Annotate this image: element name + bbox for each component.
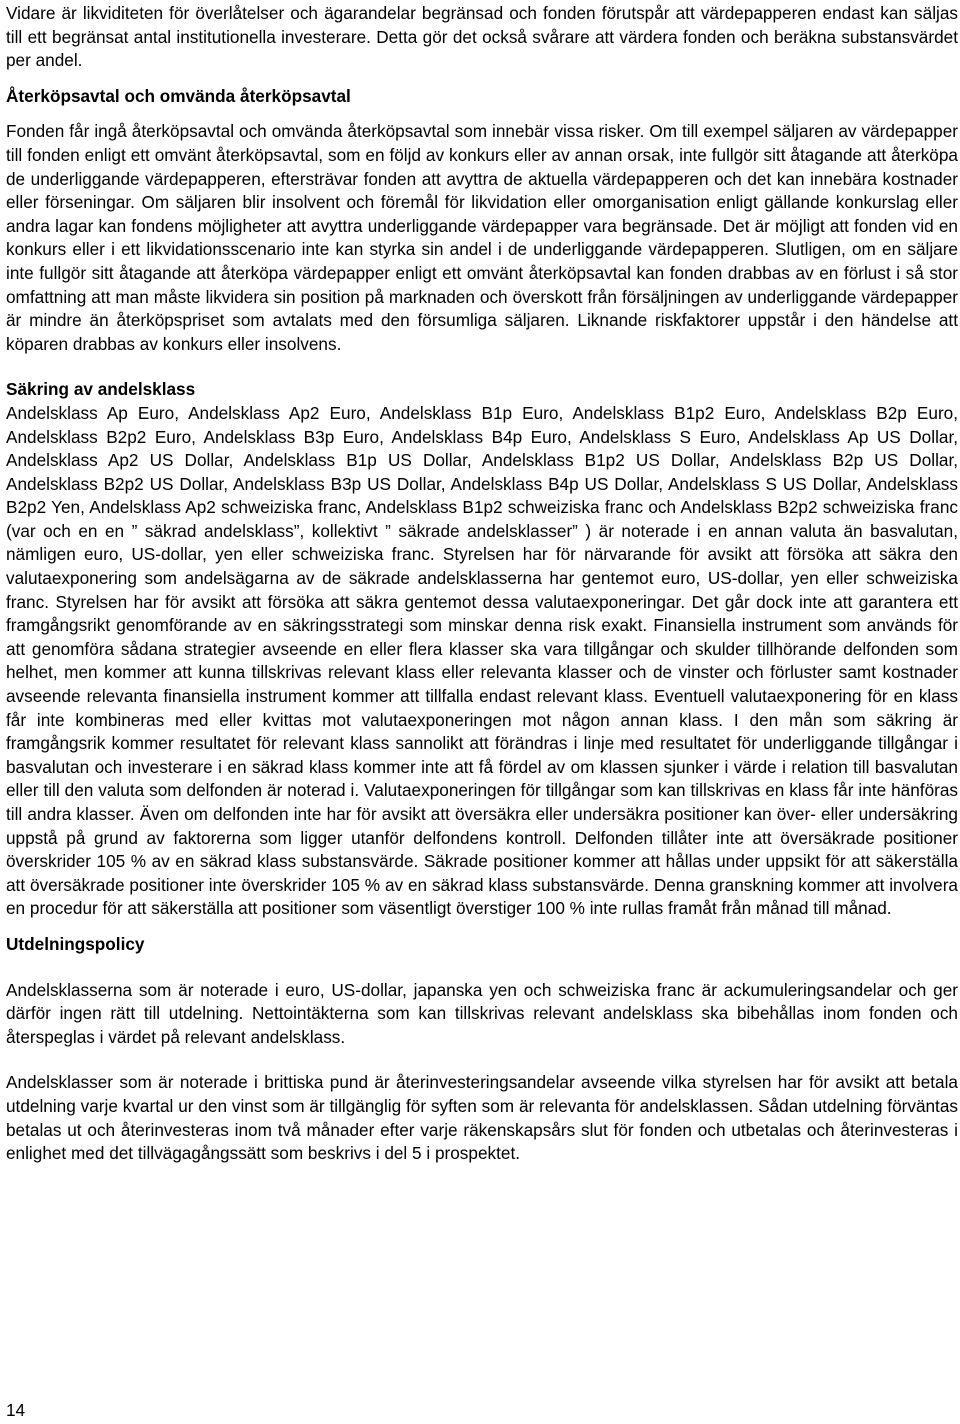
section-heading-repurchase-agreements: Återköpsavtal och omvända återköpsavtal: [6, 85, 351, 106]
intro-paragraph: Vidare är likviditeten för överlåtelser och ägarandelar begränsad och fonden förutspår att värdepapperen endast kan säljas till ett begränsat antal institutionella investerare. Detta gör det också svårare att värdera fonden och beräkna substansvärdet per andel.: [6, 3, 958, 71]
page-number: 14: [6, 1400, 26, 1420]
document-page: [6, 2, 958, 1166]
section-heading-distribution-policy: Utdelningspolicy: [6, 933, 145, 954]
distribution-policy-paragraph-2: Andelsklasser som är noterade i brittiska pund är återinvesteringsandelar avseende vilka styrelsen har för avsikt att betala utdelning varje kvartal ur den vinst som är tillgänglig för syften som är relevanta för andelsklassen. Sådan utdelning förväntas betalas ut och återinvesteras inom två månader efter varje räkenskapsårs slut för fonden och utbetalas och återinvesteras i enlighet med det tillvägagångssätt som beskrivs i del 5 i prospektet.: [6, 1072, 958, 1164]
share-class-hedging-paragraph: Andelsklass Ap Euro, Andelsklass Ap2 Euro, Andelsklass B1p Euro, Andelsklass B1p2 Euro, Andelsklass B2p Euro, Andelsklass B2p2 Euro, Andelsklass B3p Euro, Andelsklass B4p Euro, Andelsklass S Euro, Andelsklass Ap US Dollar, Andelsklass Ap2 US Dollar, Andelsklass B1p US Dollar, Andelsklass B1p2 US Dollar, Andelsklass B2p US Dollar, Andelsklass B2p2 US Dollar, Andelsklass B3p US Dollar, Andelsklass B4p US Dollar, Andelsklass S US Dollar, Andelsklass B2p2 Yen, Andelsklass Ap2 schweiziska franc, Andelsklass B1p2 schweiziska franc och Andelsklass B2p2 schweiziska franc (var och en en ” säkrad andelsklass”, kollektivt ” säkrade andelsklasser” ) är noterade i en annan valuta än basvalutan, nämligen euro, US-dollar, yen eller schweiziska franc. Styrelsen har för närvarande för avsikt att försöka att säkra den valutaexponering som andelsägarna av de säkrade andelsklasserna har gentemot euro, US-dollar, yen eller schweiziska franc. Styrelsen har för avsikt att försöka att säkra gentemot dessa valutaexponeringar. Det går dock inte att garantera ett framgångsrikt genomförande av en säkringsstrategi som minskar denna risk exakt. Finansiella instrument som används för att genomföra sådana strategier avseende en eller flera klasser ska vara tillgångar och skulder tillhörande delfonden som helhet, men kommer att kunna tillskrivas relevant klass eller relevanta klasser och de vinster och förluster samt kostnader avseende relevanta finansiella instrument kommer att tillfalla endast relevant klass. Eventuell valutaexponering för en klass får inte kombineras med eller kvittas mot valutaexponeringen mot någon annan klass. I den mån som säkring är framgångsrik kommer resultatet för relevant klass sannolikt att förändras i linje med resultatet för underliggande tillgångar i basvalutan och investerare i en säkrad klass kommer inte att få fördel av om klassen sjunker i värde i relation till basvalutan eller till den valuta som delfonden är noterad i. Valutaexponeringen för tillgångar som kan tillskrivas en klass får inte hänföras till andra klasser. Även om delfonden inte har för avsikt att översäkra eller undersäkra positioner kan över- eller undersäkring uppstå på grund av faktorerna som ligger utanför delfondens kontroll. Delfonden tillåter inte att översäkrade positioner överskrider 105 % av en säkrad klass substansvärde. Säkrade positioner kommer att hållas under uppsikt för att säkerställa att översäkrade positioner inte överskrider 105 % av en säkrad klass substansvärde. Denna granskning kommer att involvera en procedur för att säkerställa att positioner som väsentligt överstiger 100 % inte rullas framåt från månad till månad.: [6, 402, 958, 919]
section-heading-share-class-hedging: Säkring av andelsklass: [6, 379, 196, 400]
distribution-policy-paragraph-1: Andelsklasserna som är noterade i euro, US-dollar, japanska yen och schweiziska franc är ackumuleringsandelar och ger därför ingen rätt till utdelning. Nettointäkterna som kan tillskrivas relevant andelsklass ska bibehållas inom fonden och återspeglas i värdet på relevant andelsklass.: [6, 979, 958, 1047]
repurchase-agreements-paragraph: Fonden får ingå återköpsavtal och omvända återköpsavtal som innebär vissa risker. Om till exempel säljaren av värdepapper till fonden enligt ett omvänt återköpsavtal, som en följd av konkurs eller av annan orsak, inte fullgör sitt åtagande att återköpa de underliggande värdepapperen, eftersträvar fonden att avyttra de aktuella värdepapperen och det kan innebära kostnader eller förseningar. Om säljaren blir insolvent och föremål för likvidation eller omorganisation enligt gällande konkurslag eller andra lagar kan fondens möjligheter att avyttra underliggande värdepapper vara begränsade. Det är möjligt att fonden vid en konkurs eller i ett likvidationsscenario inte kan styrka sin andel i de underliggande värdepapperen. Slutligen, om en säljare inte fullgör sitt åtagande att återköpa värdepapper enligt ett omvänt återköpsavtal kan fonden drabbas av en förlust i så stor omfattning att man måste likvidera sin position på marknaden och överskott från försäljningen av underliggande värdepapper är mindre än återköpspriset som avtalats med den försumliga säljaren. Liknande riskfaktorer uppstår i den händelse att köparen drabbas av konkurs eller insolvens.: [6, 121, 958, 354]
